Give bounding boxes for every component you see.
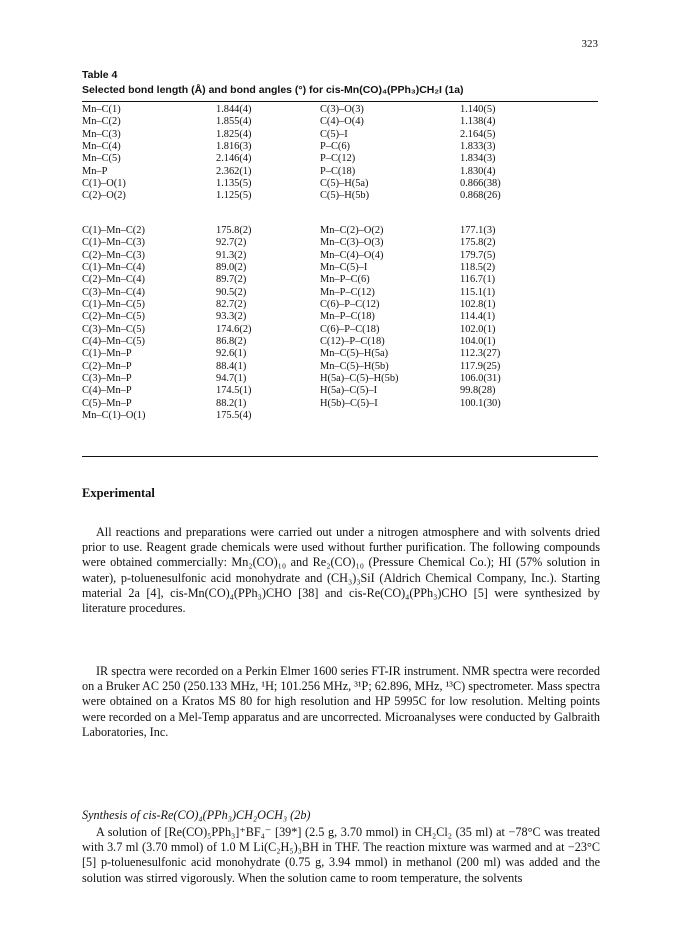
bond-value: 1.138(4) xyxy=(460,116,496,128)
table-row xyxy=(82,398,598,410)
bond-label: C(3)–Mn–C(4) xyxy=(82,286,145,298)
bond-label: C(4)–O(4) xyxy=(320,116,364,128)
bond-label: C(12)–P–C(18) xyxy=(320,336,385,348)
bond-value: 1.135(5) xyxy=(216,178,252,190)
bond-value: 116.7(1) xyxy=(460,274,496,286)
bond-label: Mn–C(4)–O(4) xyxy=(320,249,384,261)
bond-label: C(1)–Mn–C(2) xyxy=(82,225,145,236)
bond-value: 112.3(27) xyxy=(460,348,501,360)
bond-label: Mn–P–C(12) xyxy=(320,286,375,298)
subsection-heading: Synthesis of cis-Re(CO)₄(PPh₃)CH₂OCH₃ (2b) xyxy=(82,808,311,822)
bond-label: C(6)–P–C(18) xyxy=(320,323,380,335)
bond-label: P–C(18) xyxy=(320,165,356,177)
bond-label: C(6)–P–C(12) xyxy=(320,299,380,311)
paragraph: All reactions and preparations were carried out under a nitrogen atmosphere and with solvents dried prior to use. Reagent grade chemicals were used without further purification. The following compounds were obtained commercially: Mn₂(CO)₁₀ and Re₂(CO)₁₀ (Pressure Chemical Co.); HI (57% solution in water), p-toluenesulfonic acid monohydrate and (CH₃)₃SiI (Aldrich Chemical Company, Inc.). Starting material 2a [4], cis-Mn(CO)₄(PPh₃)CHO [38] and cis-Re(CO)₄(PPh₃)CHO [5] were synthesized by literature procedures. xyxy=(82,525,600,616)
table-row xyxy=(82,336,598,348)
table-row xyxy=(82,385,598,397)
bond-value xyxy=(460,410,560,422)
bond-value: 88.4(1) xyxy=(216,360,247,372)
bond-label: Mn–P xyxy=(82,165,108,177)
bond-label: Mn–C(5)–H(5b) xyxy=(320,360,389,372)
bond-value: 177.1(3) xyxy=(460,225,496,236)
bond-label: C(2)–Mn–C(5) xyxy=(82,311,145,323)
table-title: Selected bond length (Å) and bond angles (°) for cis-Mn(CO)₄(PPh₃)CH₂I (1a) xyxy=(82,84,464,96)
bond-value: 86.8(2) xyxy=(216,336,247,348)
bond-value: 1.125(5) xyxy=(216,190,252,202)
bond-label: H(5a)–C(5)–I xyxy=(320,385,378,397)
bond-label: P–C(6) xyxy=(320,141,351,153)
bond-value: 1.830(4) xyxy=(460,165,496,177)
bond-label: Mn–C(4) xyxy=(82,141,121,153)
bond-value: 93.3(2) xyxy=(216,311,247,323)
table-row xyxy=(82,166,598,178)
bond-label: Mn–C(3) xyxy=(82,128,121,140)
bond-label: C(5)–H(5a) xyxy=(320,178,369,190)
table-row xyxy=(82,348,598,360)
bond-value: 102.0(1) xyxy=(460,323,496,335)
table-top-rule xyxy=(82,101,598,102)
bond-label: Mn–P–C(18) xyxy=(320,311,375,323)
bond-value: 175.8(2) xyxy=(216,225,252,236)
bond-value: 175.5(4) xyxy=(216,410,252,422)
bond-value: 106.0(31) xyxy=(460,373,501,385)
bond-value: 175.8(2) xyxy=(460,237,496,249)
bond-label xyxy=(320,410,460,422)
bond-value: 94.7(1) xyxy=(216,373,247,385)
bond-length-table xyxy=(82,104,598,203)
bond-label: Mn–P–C(6) xyxy=(320,274,370,286)
bond-value: 99.8(28) xyxy=(460,385,496,397)
bond-value: 1.140(5) xyxy=(460,104,496,115)
table-row xyxy=(82,287,598,299)
table-row xyxy=(82,104,598,116)
bond-value: 104.0(1) xyxy=(460,336,496,348)
table-row xyxy=(82,141,598,153)
table-row xyxy=(82,178,598,190)
bond-label: C(1)–Mn–C(5) xyxy=(82,299,145,311)
table-caption xyxy=(82,68,602,98)
bond-label: C(4)–Mn–P xyxy=(82,385,132,397)
table-row xyxy=(82,250,598,262)
bond-value: 2.362(1) xyxy=(216,165,252,177)
table-row xyxy=(82,116,598,128)
bond-label: C(1)–Mn–C(3) xyxy=(82,237,145,249)
table-label: Table 4 xyxy=(82,69,118,81)
bond-value: 90.5(2) xyxy=(216,286,247,298)
table-row xyxy=(82,262,598,274)
bond-label: C(2)–Mn–C(4) xyxy=(82,274,145,286)
bond-value: 114.4(1) xyxy=(460,311,496,323)
table-row xyxy=(82,225,598,237)
bond-value: 1.816(3) xyxy=(216,141,252,153)
bond-label: Mn–C(3)–O(3) xyxy=(320,237,384,249)
table-row xyxy=(82,237,598,249)
bond-label: C(2)–Mn–P xyxy=(82,360,132,372)
bond-label: C(5)–H(5b) xyxy=(320,190,370,202)
table-row xyxy=(82,190,598,202)
table-row xyxy=(82,311,598,323)
bond-label: Mn–C(1) xyxy=(82,104,121,115)
table-row xyxy=(82,324,598,336)
bond-value: 117.9(25) xyxy=(460,360,501,372)
bond-label: Mn–C(2) xyxy=(82,116,121,128)
bond-value: 115.1(1) xyxy=(460,286,496,298)
bond-label: Mn–C(1)–O(1) xyxy=(82,410,146,422)
bond-value: 0.868(26) xyxy=(460,190,501,202)
table-row xyxy=(82,410,598,422)
bond-value: 0.866(38) xyxy=(460,178,501,190)
bond-value: 2.164(5) xyxy=(460,128,496,140)
bond-value: 1.844(4) xyxy=(216,104,252,115)
bond-label: C(5)–I xyxy=(320,128,348,140)
bond-label: Mn–C(5) xyxy=(82,153,121,165)
bond-value: 1.825(4) xyxy=(216,128,252,140)
bond-value: 91.3(2) xyxy=(216,249,247,261)
bond-label: C(3)–Mn–P xyxy=(82,373,132,385)
bond-label: C(3)–O(3) xyxy=(320,104,364,115)
bond-value: 2.146(4) xyxy=(216,153,252,165)
bond-value: 92.6(1) xyxy=(216,348,247,360)
bond-label: C(3)–Mn–C(5) xyxy=(82,323,145,335)
bond-value: 92.7(2) xyxy=(216,237,247,249)
table-bottom-rule xyxy=(82,456,598,457)
bond-value: 174.5(1) xyxy=(216,385,252,397)
section-heading: Experimental xyxy=(82,486,155,500)
bond-label: C(1)–Mn–C(4) xyxy=(82,262,145,274)
bond-label: Mn–C(2)–O(2) xyxy=(320,225,384,236)
bond-label: Mn–C(5)–I xyxy=(320,262,368,274)
bond-value: 89.7(2) xyxy=(216,274,247,286)
bond-label: C(2)–Mn–C(3) xyxy=(82,249,145,261)
table-row xyxy=(82,299,598,311)
paragraph: A solution of [Re(CO)₅PPh₃]⁺BF₄⁻ [39*] (2.5 g, 3.70 mmol) in CH₂Cl₂ (35 ml) at −78°C was treated with 3.7 ml (3.70 mmol) of 1.0 M Li(C₂H₅)₃BH in THF. The reaction mixture was warmed and at −23°C [5] p-toluenesulfonic acid monohydrate (0.75 g, 3.94 mmol) in methanol (200 ml) was added and the solution was stirred vigorously. When the solution came to room temperature, the solvents xyxy=(82,825,600,885)
table-row xyxy=(82,274,598,286)
bond-value: 179.7(5) xyxy=(460,249,496,261)
bond-label: C(1)–Mn–P xyxy=(82,348,132,360)
paragraph: IR spectra were recorded on a Perkin Elmer 1600 series FT-IR instrument. NMR spectra were recorded on a Bruker AC 250 (250.133 MHz, ¹H; 101.256 MHz, ³¹P; 62.896, MHz, ¹³C) spectrometer. Mass spectra were obtained on a Kratos MS 80 for high resolution and HP 5995C for low resolution. Melting points were recorded on a Mel-Temp apparatus and are uncorrected. Microanalyses were conducted by Galbraith Laboratories, Inc. xyxy=(82,664,600,739)
bond-value: 89.0(2) xyxy=(216,262,247,274)
bond-label: H(5b)–C(5)–I xyxy=(320,397,378,409)
bond-label: C(5)–Mn–P xyxy=(82,397,132,409)
table-row xyxy=(82,373,598,385)
table-row xyxy=(82,361,598,373)
bond-value: 1.833(3) xyxy=(460,141,496,153)
table-row xyxy=(82,129,598,141)
bond-label: P–C(12) xyxy=(320,153,356,165)
bond-value: 100.1(30) xyxy=(460,397,501,409)
bond-value: 174.6(2) xyxy=(216,323,252,335)
bond-label: C(2)–O(2) xyxy=(82,190,126,202)
bond-angle-table xyxy=(82,225,598,423)
bond-value: 82.7(2) xyxy=(216,299,247,311)
bond-value: 88.2(1) xyxy=(216,397,247,409)
bond-label: H(5a)–C(5)–H(5b) xyxy=(320,373,399,385)
bond-label: Mn–C(5)–H(5a) xyxy=(320,348,389,360)
bond-value: 1.855(4) xyxy=(216,116,252,128)
bond-value: 118.5(2) xyxy=(460,262,496,274)
table-row xyxy=(82,153,598,165)
bond-label: C(1)–O(1) xyxy=(82,178,126,190)
bond-label: C(4)–Mn–C(5) xyxy=(82,336,145,348)
bond-value: 1.834(3) xyxy=(460,153,496,165)
bond-value: 102.8(1) xyxy=(460,299,496,311)
page-number: 323 xyxy=(581,38,598,50)
